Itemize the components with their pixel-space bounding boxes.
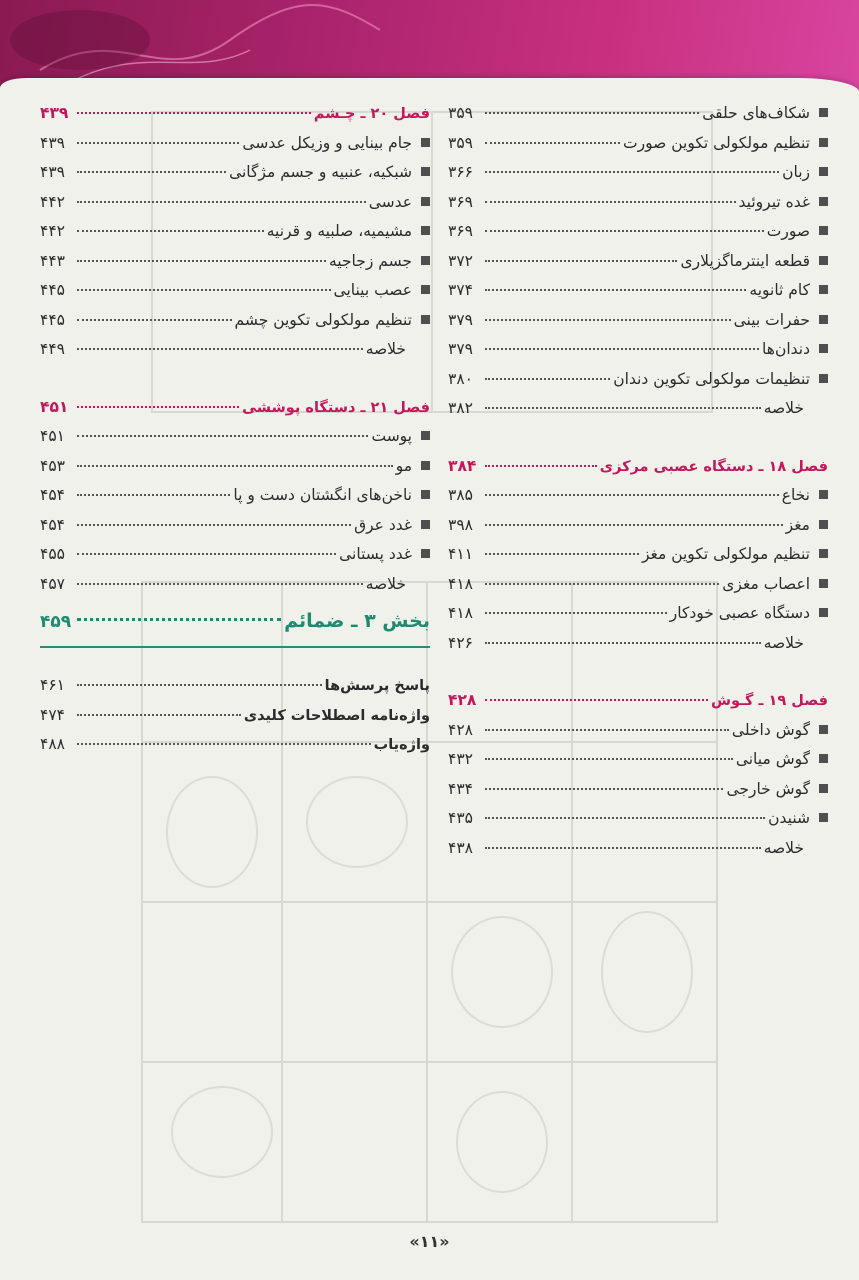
page-ref: ۴۱۱ — [448, 545, 473, 563]
chapter-heading — [448, 457, 828, 487]
toc-entry — [40, 486, 430, 516]
toc-entry — [448, 311, 828, 341]
page-ref: ۳۶۹ — [448, 222, 473, 240]
page-ref: ۴۱۸ — [448, 604, 473, 622]
dot-leader — [485, 553, 639, 555]
dot-leader — [485, 171, 779, 173]
square-bullet-icon — [421, 167, 430, 176]
page-ref: ۳۷۴ — [448, 281, 473, 299]
toc-entry — [448, 809, 828, 839]
page-ref: ۳۶۶ — [448, 163, 473, 181]
appendix-entry — [40, 735, 430, 765]
dot-leader — [485, 142, 620, 144]
page-ref: ۴۵۱ — [40, 427, 65, 445]
toc-entry — [448, 721, 828, 751]
dot-leader — [485, 612, 667, 614]
dot-leader — [485, 699, 708, 701]
page-ref: ۴۳۸ — [448, 838, 473, 857]
entry-title: غدد عرق — [354, 515, 412, 534]
entry-title: شنیدن — [768, 809, 810, 827]
dot-leader — [77, 112, 311, 114]
page-ref: ۴۳۹ — [40, 163, 65, 181]
entry-title: واژه‌یاب — [373, 737, 430, 753]
page-ref: ۴۴۲ — [40, 192, 65, 211]
entry-title: فصل ۲۱ ـ دستگاه پوششی — [242, 399, 430, 416]
entry-title: تنظیم مولکولی تکوین صورت — [623, 133, 810, 152]
square-bullet-icon — [819, 784, 828, 793]
toc-entry — [40, 545, 430, 575]
square-bullet-icon — [421, 315, 430, 324]
page-ref: ۳۸۲ — [448, 399, 473, 417]
dot-leader — [77, 553, 336, 555]
summary-entry — [448, 839, 828, 869]
toc-entry — [448, 780, 828, 810]
square-bullet-icon — [819, 256, 828, 265]
entry-title: خلاصه — [365, 574, 406, 593]
square-bullet-icon — [819, 226, 828, 235]
appendix-entry — [40, 676, 430, 706]
dot-leader — [77, 684, 322, 686]
appendix-entry — [40, 706, 430, 736]
page-ref: ۴۵۴ — [40, 486, 65, 504]
dot-leader — [485, 112, 699, 114]
entry-title: عدسی — [368, 192, 412, 211]
page-ref: ۳۷۹ — [448, 310, 473, 329]
toc-entry — [40, 281, 430, 311]
toc-entry — [448, 575, 828, 605]
dot-leader — [485, 230, 764, 232]
page-ref: ۴۲۶ — [448, 633, 473, 652]
page-ref: ۳۸۴ — [448, 456, 477, 475]
square-bullet-icon — [421, 285, 430, 294]
page-ref: ۳۸۵ — [448, 486, 473, 504]
dot-leader — [77, 260, 326, 262]
square-bullet-icon — [819, 108, 828, 117]
square-bullet-icon — [421, 490, 430, 499]
square-bullet-icon — [819, 520, 828, 529]
dot-leader — [485, 289, 746, 291]
dot-leader — [77, 435, 368, 437]
square-bullet-icon — [819, 138, 828, 147]
square-bullet-icon — [421, 197, 430, 206]
page-ref: ۳۹۸ — [448, 515, 473, 534]
entry-title: مشیمیه، صلبیه و قرنیه — [266, 222, 412, 240]
entry-title: گوش میانی — [735, 750, 810, 768]
dot-leader — [485, 524, 783, 526]
square-bullet-icon — [819, 725, 828, 734]
entry-title: بخش ۳ ـ ضمائم — [284, 610, 430, 632]
entry-title: صورت — [766, 222, 810, 240]
page-ref: ۳۷۹ — [448, 340, 473, 358]
entry-title: شبکیه، عنبیه و جسم مژگانی — [229, 163, 412, 181]
square-bullet-icon — [421, 549, 430, 558]
toc-entry — [448, 193, 828, 223]
toc-entry — [448, 252, 828, 282]
entry-title: تنظیمات مولکولی تکوین دندان — [613, 369, 810, 388]
entry-title: مو — [395, 456, 412, 475]
page-ref: ۴۸۸ — [40, 735, 65, 753]
page-ref: ۴۴۳ — [40, 251, 65, 270]
dot-leader — [77, 289, 331, 291]
entry-title: غدد پستانی — [339, 545, 412, 563]
square-bullet-icon — [421, 256, 430, 265]
entry-title: جسم زجاجیه — [328, 251, 412, 270]
square-bullet-icon — [421, 138, 430, 147]
toc-left-column — [40, 104, 430, 765]
entry-title: نخاع — [781, 486, 810, 504]
entry-title: گوش خارجی — [726, 779, 810, 798]
page-ref: ۴۶۱ — [40, 676, 65, 694]
section-gap — [40, 648, 430, 676]
dot-leader — [77, 618, 281, 621]
chapter-heading — [40, 398, 430, 428]
dot-leader — [77, 583, 363, 585]
dot-leader — [485, 642, 761, 644]
page-ref: ۴۳۹ — [40, 104, 69, 122]
entry-title: خلاصه — [763, 633, 804, 652]
page-ref: ۴۷۴ — [40, 705, 65, 724]
page-ref: ۴۵۵ — [40, 545, 65, 563]
dot-leader — [77, 714, 241, 716]
part-heading — [40, 610, 430, 648]
entry-title: پوست — [371, 427, 412, 445]
summary-entry — [40, 340, 430, 370]
entry-title: کام ثانویه — [749, 281, 810, 299]
dot-leader — [77, 524, 351, 526]
dot-leader — [485, 407, 761, 409]
entry-title: فصل ۲۰ ـ چـشم — [313, 106, 430, 122]
page-ref: ۴۴۲ — [40, 222, 65, 240]
entry-title: تنظیم مولکولی تکوین مغز — [641, 545, 810, 563]
entry-title: گوش داخلی — [731, 720, 810, 739]
summary-entry — [448, 634, 828, 664]
toc-entry — [448, 486, 828, 516]
page-ref: ۴۳۵ — [448, 809, 473, 827]
square-bullet-icon — [819, 579, 828, 588]
entry-title: قطعه اینترماگزیلاری — [680, 251, 810, 270]
page-ref: ۴۲۸ — [448, 691, 477, 709]
dot-leader — [485, 729, 729, 731]
square-bullet-icon — [819, 344, 828, 353]
dot-leader — [77, 171, 226, 173]
page-ref: ۴۵۴ — [40, 515, 65, 534]
page-ref: ۴۵۷ — [40, 574, 65, 593]
summary-entry — [448, 399, 828, 429]
toc-entry — [448, 134, 828, 164]
dot-leader — [485, 201, 736, 203]
entry-title: شکاف‌های حلقی — [702, 104, 810, 122]
square-bullet-icon — [421, 431, 430, 440]
page-ref: ۴۵۳ — [40, 456, 65, 475]
dot-leader — [485, 348, 759, 350]
entry-title: دندان‌ها — [762, 340, 810, 358]
toc-entry — [448, 604, 828, 634]
square-bullet-icon — [819, 549, 828, 558]
square-bullet-icon — [819, 167, 828, 176]
entry-title: ناخن‌های انگشتان دست و پا — [233, 486, 412, 504]
square-bullet-icon — [819, 315, 828, 324]
toc-entry — [448, 370, 828, 400]
toc-entry — [40, 427, 430, 457]
square-bullet-icon — [819, 374, 828, 383]
summary-entry — [40, 575, 430, 605]
page-ref: ۳۸۰ — [448, 369, 473, 388]
dot-leader — [485, 758, 733, 760]
toc-entry — [40, 134, 430, 164]
dot-leader — [77, 465, 393, 467]
entry-title: فصل ۱۸ ـ دستگاه عصبی مرکزی — [599, 458, 828, 475]
dot-leader — [485, 319, 731, 321]
square-bullet-icon — [421, 461, 430, 470]
entry-title: پاسخ پرسش‌ها — [324, 678, 430, 694]
dot-leader — [77, 230, 264, 232]
dot-leader — [485, 378, 610, 380]
dot-leader — [485, 788, 723, 790]
dot-leader — [485, 260, 677, 262]
chapter-heading — [40, 104, 430, 134]
dot-leader — [77, 201, 366, 203]
page-ref: ۳۵۹ — [448, 133, 473, 152]
toc-entry — [448, 340, 828, 370]
dot-leader — [77, 494, 230, 496]
dot-leader — [77, 743, 371, 745]
entry-title: خلاصه — [763, 399, 804, 417]
entry-title: عصب بینایی — [333, 281, 412, 299]
toc-entry — [448, 750, 828, 780]
entry-title: اعصاب مغزی — [722, 574, 810, 593]
toc-entry — [448, 281, 828, 311]
square-bullet-icon — [819, 197, 828, 206]
dot-leader — [77, 319, 232, 321]
toc-entry — [40, 163, 430, 193]
toc-entry — [40, 516, 430, 546]
page-ref: ۴۳۴ — [448, 779, 473, 798]
page-number: «۱۱» — [409, 1232, 450, 1251]
entry-title: خلاصه — [365, 340, 406, 358]
toc-entry — [40, 457, 430, 487]
page-ref: ۴۱۸ — [448, 574, 473, 593]
entry-title: حفرات بینی — [733, 310, 810, 329]
entry-title: واژه‌نامه اصطلاحات کلیدی — [243, 707, 430, 724]
page-ref: ۴۲۸ — [448, 720, 473, 739]
square-bullet-icon — [819, 813, 828, 822]
entry-title: خلاصه — [763, 838, 804, 857]
square-bullet-icon — [421, 520, 430, 529]
dot-leader — [77, 142, 239, 144]
entry-title: مغز — [785, 515, 810, 534]
dot-leader — [485, 847, 761, 849]
toc-entry — [40, 222, 430, 252]
toc-entry — [40, 252, 430, 282]
page-ref: ۴۵۱ — [40, 397, 69, 416]
square-bullet-icon — [819, 608, 828, 617]
section-gap — [40, 370, 430, 398]
page-ref: ۴۵۹ — [40, 612, 72, 632]
chapter-heading — [448, 691, 828, 721]
dot-leader — [485, 817, 765, 819]
page-ref: ۴۳۲ — [448, 750, 473, 768]
entry-title: غده تیروئید — [738, 192, 810, 211]
toc-entry — [40, 311, 430, 341]
page-ref: ۴۴۵ — [40, 310, 65, 329]
toc-right-column — [448, 104, 828, 868]
square-bullet-icon — [421, 226, 430, 235]
toc-entry — [448, 545, 828, 575]
page-ref: ۴۴۵ — [40, 281, 65, 299]
page-ref: ۳۵۹ — [448, 104, 473, 122]
entry-title: تنظیم مولکولی تکوین چشم — [234, 310, 412, 329]
dot-leader — [77, 406, 239, 408]
entry-title: دستگاه عصبی خودکار — [669, 604, 810, 622]
dot-leader — [485, 583, 719, 585]
toc-entry — [448, 163, 828, 193]
square-bullet-icon — [819, 285, 828, 294]
page-ref: ۴۳۹ — [40, 133, 65, 152]
page-ref: ۴۴۹ — [40, 340, 65, 358]
square-bullet-icon — [819, 754, 828, 763]
dot-leader — [77, 348, 363, 350]
toc-entry — [448, 516, 828, 546]
page-ref: ۳۷۲ — [448, 251, 473, 270]
entry-title: فصل ۱۹ ـ گـوش — [710, 693, 828, 709]
dot-leader — [485, 465, 597, 467]
toc-entry — [448, 104, 828, 134]
section-gap — [448, 663, 828, 691]
toc-entry — [40, 193, 430, 223]
page-ref: ۳۶۹ — [448, 192, 473, 211]
square-bullet-icon — [819, 490, 828, 499]
entry-title: زبان — [782, 163, 810, 181]
entry-title: جام بینایی و وزیکل عدسی — [242, 133, 412, 152]
toc-entry — [448, 222, 828, 252]
dot-leader — [485, 494, 779, 496]
section-gap — [448, 429, 828, 457]
